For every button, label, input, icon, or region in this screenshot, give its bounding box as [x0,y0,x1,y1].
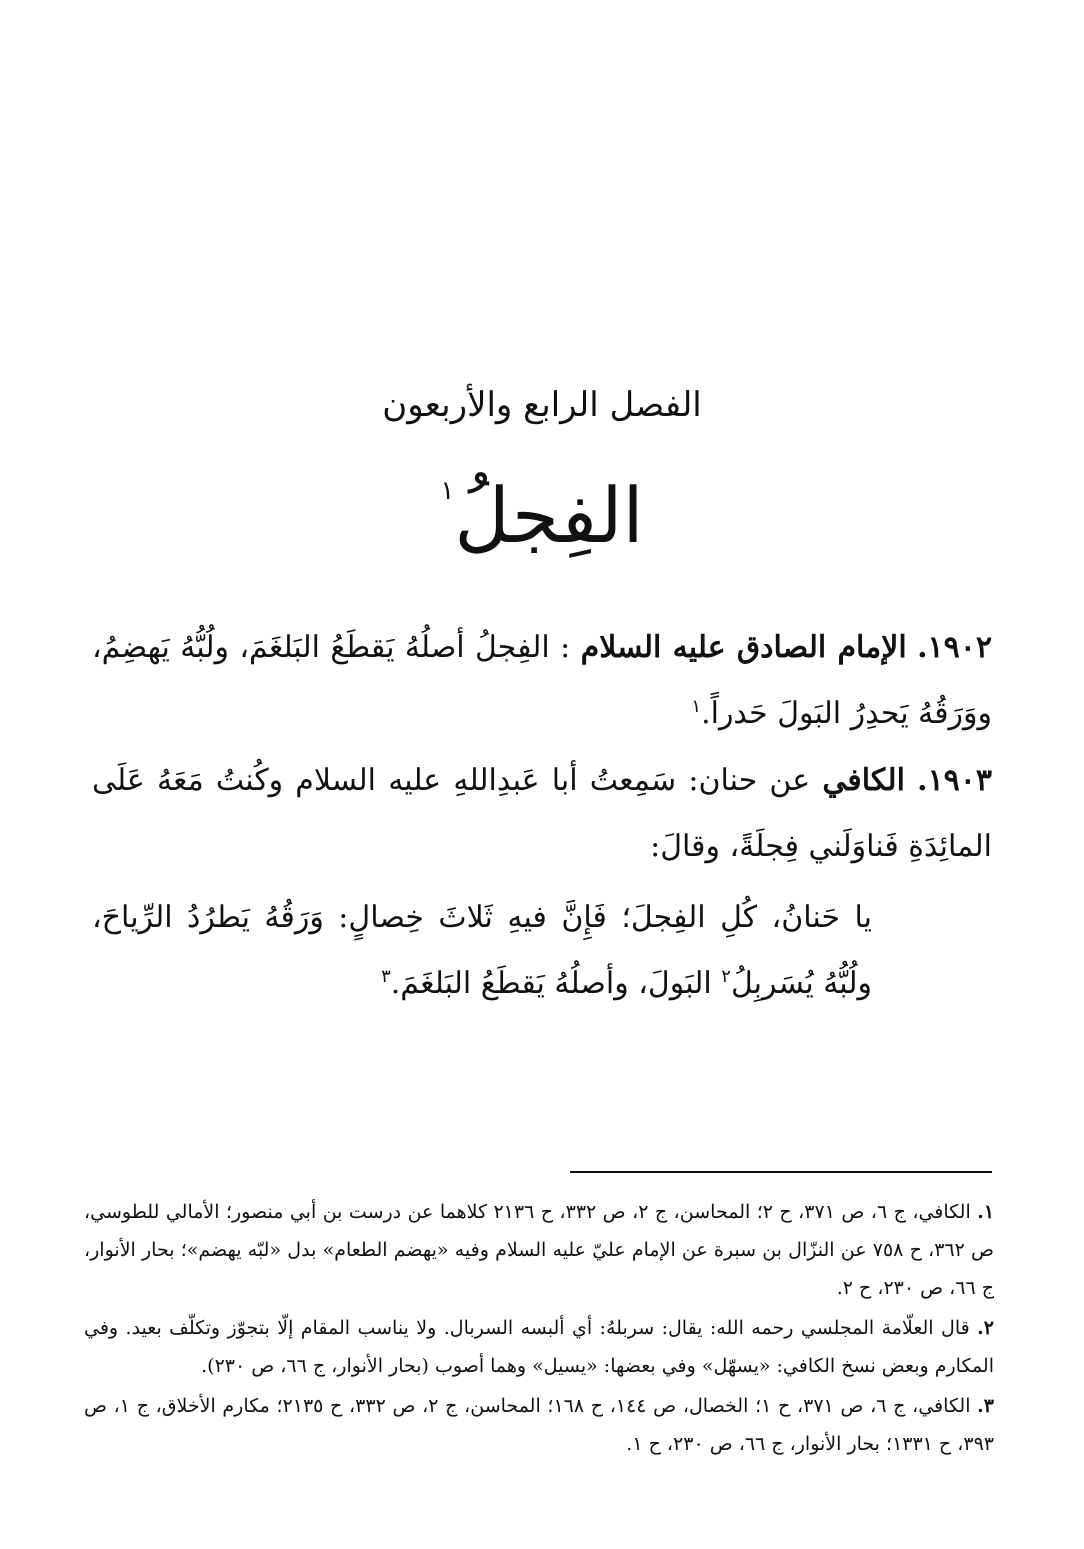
hadith-number: ١٩٠٢. [917,630,992,665]
footnote-number: ٣. [977,1395,995,1417]
quote-part-1: يا حَنانُ، كُلِ الفِجلَ؛ فَإِنَّ فيهِ ثَلاثَ خِصالٍ: وَرَقُهُ يَطرُدُ الرِّياحَ، ولُبُّهُ يُسَربِلُ [92,900,872,1001]
chapter-title [0,470,1084,561]
footnote-number: ١. [977,1201,995,1223]
chapter-title-footnote-ref: ١ [440,476,455,506]
footnote-ref: ١ [691,696,702,717]
footnote-divider [570,1171,992,1173]
hadith-text: عن حنان: سَمِعتُ أبا عَبدِاللهِ عليه السلام وكُنتُ مَعَهُ عَلَى المائِدَةِ فَناوَلَني فِجلَةً، وقالَ: [92,763,992,864]
chapter-label: الفصل الرابع والأربعون [382,385,702,425]
hadith-source: الإمام الصادق عليه السلام [580,630,907,665]
hadith-source: الكافي [822,763,905,798]
hadith-text: : الفِجلُ أصلُهُ يَقطَعُ البَلغَمَ، ولُبُّهُ يَهضِمُ، ووَرَقُهُ يَحدِرُ البَولَ حَدراً. [92,630,992,731]
footnote-text: قال العلّامة المجلسي رحمه الله: يقال: سربلهُ: أي ألبسه السربال. ولا يناسب المقام إلّا بتجوّز وتكلّف بعيد. وفي المكارم وبعض نسخ الكافي: «يسهّل» وفي بعضها: «يسيل» وهما أصوب (بحار الأنوار، ج ٦٦، ص ٢٣٠). [84,1317,994,1377]
footnote-number: ٢. [977,1317,995,1339]
chapter-title-text: الفِجلُ [454,471,644,560]
footnote-3 [84,1387,994,1463]
footnote-2 [84,1309,994,1385]
hadith-1903 [92,748,992,880]
footnote-text: الكافي، ج ٦، ص ٣٧١، ح ١؛ الخصال، ص ١٤٤، ح ١٦٨؛ المحاسن، ج ٢، ص ٣٣٢، ح ٢١٣٥؛ مكارم الأخلاق، ج ١، ص ٣٩٣، ح ١٣٣١؛ بحار الأنوار، ج ٦٦، ص ٢٣٠، ح ١. [84,1395,994,1455]
footnote-1 [84,1193,994,1307]
hadith-1902 [92,615,992,747]
footnote-ref: ٢ [721,966,731,987]
quote-part-2: البَولَ، وأصلُهُ يَقطَعُ البَلغَمَ. [390,966,712,1001]
footnote-text: الكافي، ج ٦، ص ٣٧١، ح ٢؛ المحاسن، ج ٢، ص ٣٣٢، ح ٢١٣٦ كلاهما عن درست بن أبي منصور؛ الأمالي للطوسي، ص ٣٦٢، ح ٧٥٨ عن النزّال بن سبرة عن الإمام عليّ عليه السلام وفيه «يهضم الطعام» بدل «لبّه يهضم»؛ بحار الأنوار، ج ٦٦، ص ٢٣٠، ح ٢. [84,1201,995,1299]
footnote-ref: ٣ [381,966,391,987]
hadith-number: ١٩٠٣. [917,763,993,798]
footnotes [84,1193,994,1465]
hadith-quote [92,885,872,1017]
